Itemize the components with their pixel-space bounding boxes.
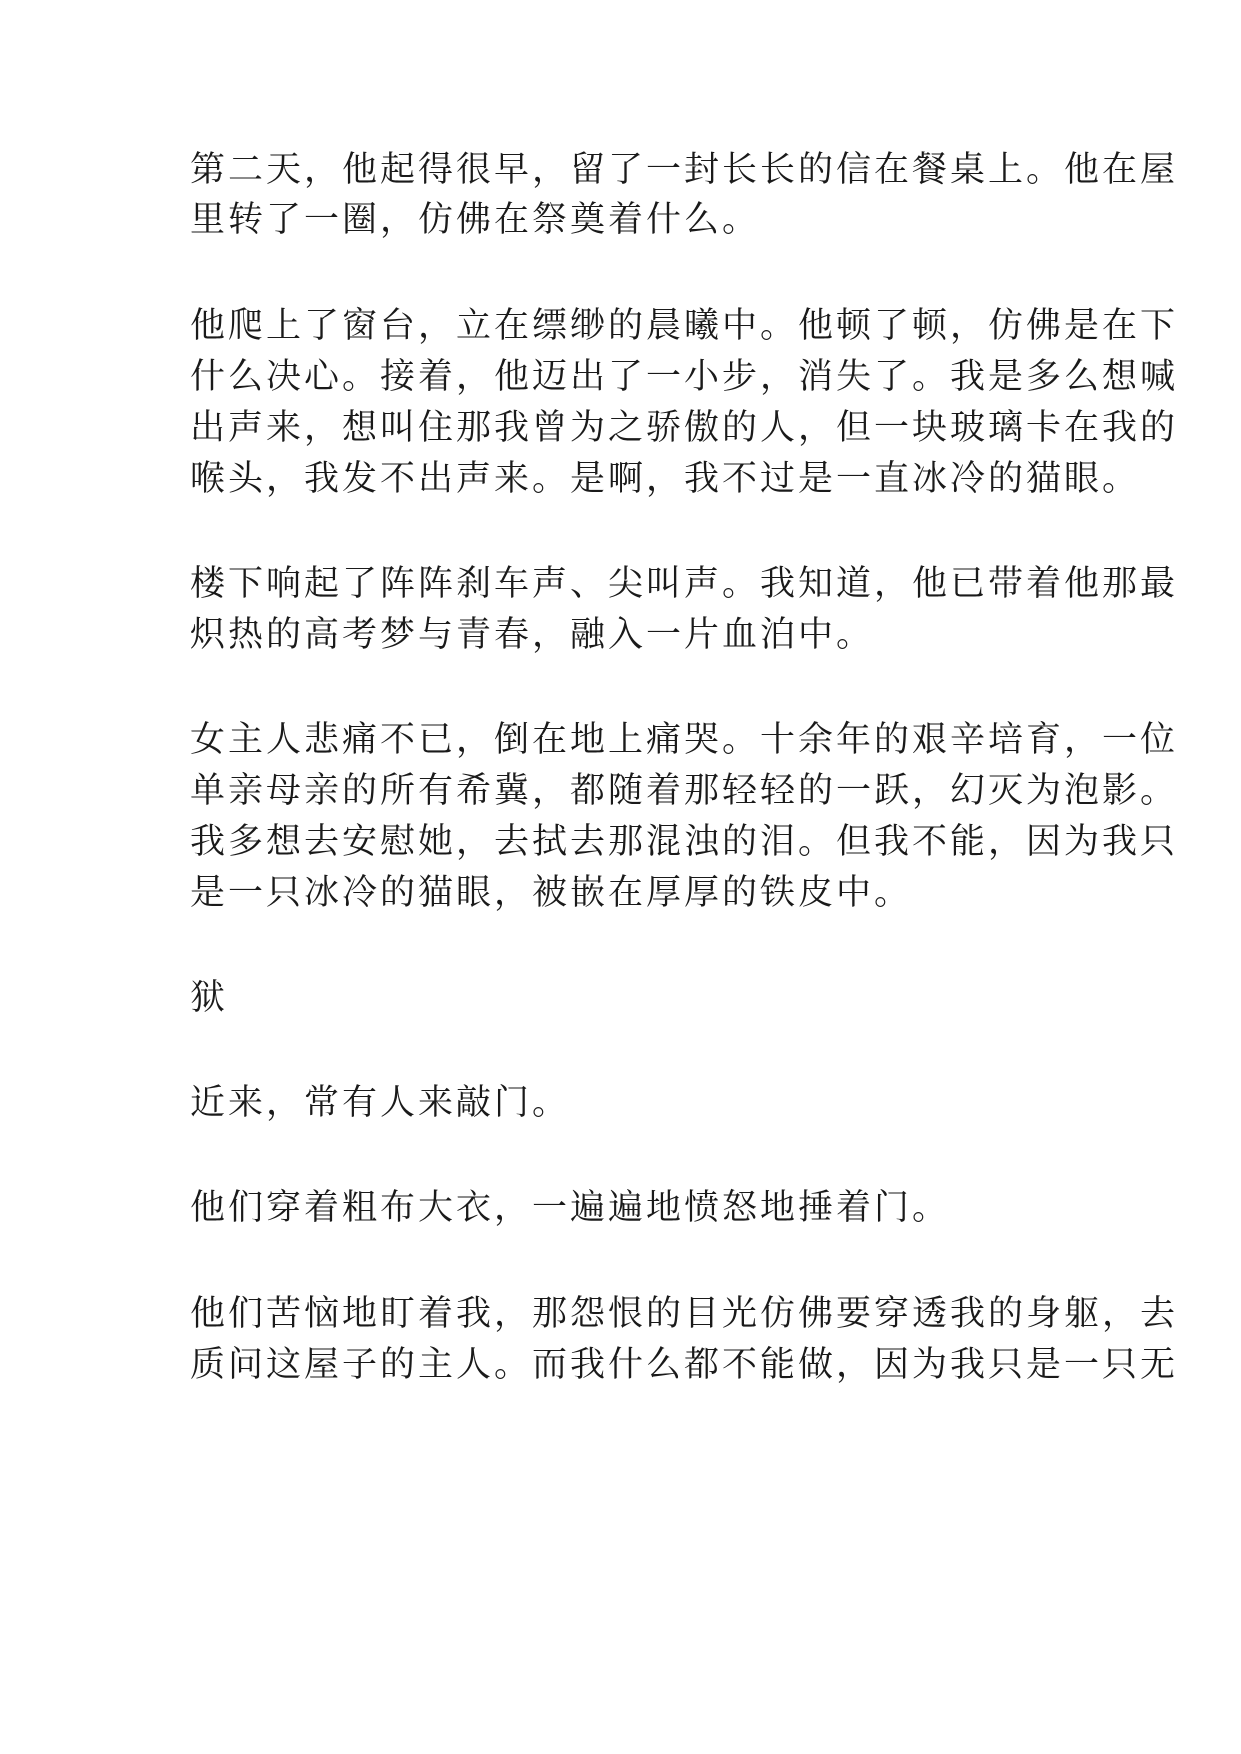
paragraph-2-line-1: 他爬上了窗台，立在缥缈的晨曦中。他顿了顿，仿佛是在下 (190, 306, 1179, 346)
paragraph-2-line-2: 什么决心。接着，他迈出了一小步，消失了。我是多么想喊 (190, 357, 1179, 397)
paragraph-2-line-4: 喉头，我发不出声来。是啊，我不过是一直冰冷的猫眼。 (190, 459, 1141, 499)
paragraph-4-line-3: 我多想去安慰她，去拭去那混浊的泪。但我不能，因为我只 (190, 822, 1179, 862)
paragraph-4-line-4: 是一只冰冷的猫眼，被嵌在厚厚的铁皮中。 (190, 873, 913, 913)
paragraph-4-line-1: 女主人悲痛不已，倒在地上痛哭。十余年的艰辛培育，一位 (190, 720, 1179, 760)
paragraph-3-line-1: 楼下响起了阵阵刹车声、尖叫声。我知道，他已带着他那最 (190, 564, 1179, 604)
paragraph-4-line-2: 单亲母亲的所有希冀，都随着那轻轻的一跃，幻灭为泡影。 (190, 771, 1179, 811)
paragraph-1-line-1: 第二天，他起得很早，留了一封长长的信在餐桌上。他在屋 (190, 150, 1179, 190)
section-heading: 狱 (190, 978, 229, 1018)
paragraph-1-line-2: 里转了一圈，仿佛在祭奠着什么。 (190, 200, 761, 240)
paragraph-7-line-1: 他们苦恼地盯着我，那怨恨的目光仿佛要穿透我的身躯，去 (190, 1294, 1179, 1334)
paragraph-5-line-1: 近来，常有人来敲门。 (190, 1083, 571, 1123)
paragraph-6-line-1: 他们穿着粗布大衣，一遍遍地愤怒地捶着门。 (190, 1188, 951, 1228)
paragraph-3-line-2: 炽热的高考梦与青春，融入一片血泊中。 (190, 615, 875, 655)
paragraph-2-line-3: 出声来，想叫住那我曾为之骄傲的人，但一块玻璃卡在我的 (190, 408, 1179, 448)
paragraph-7-line-2: 质问这屋子的主人。而我什么都不能做，因为我只是一只无 (190, 1345, 1179, 1385)
